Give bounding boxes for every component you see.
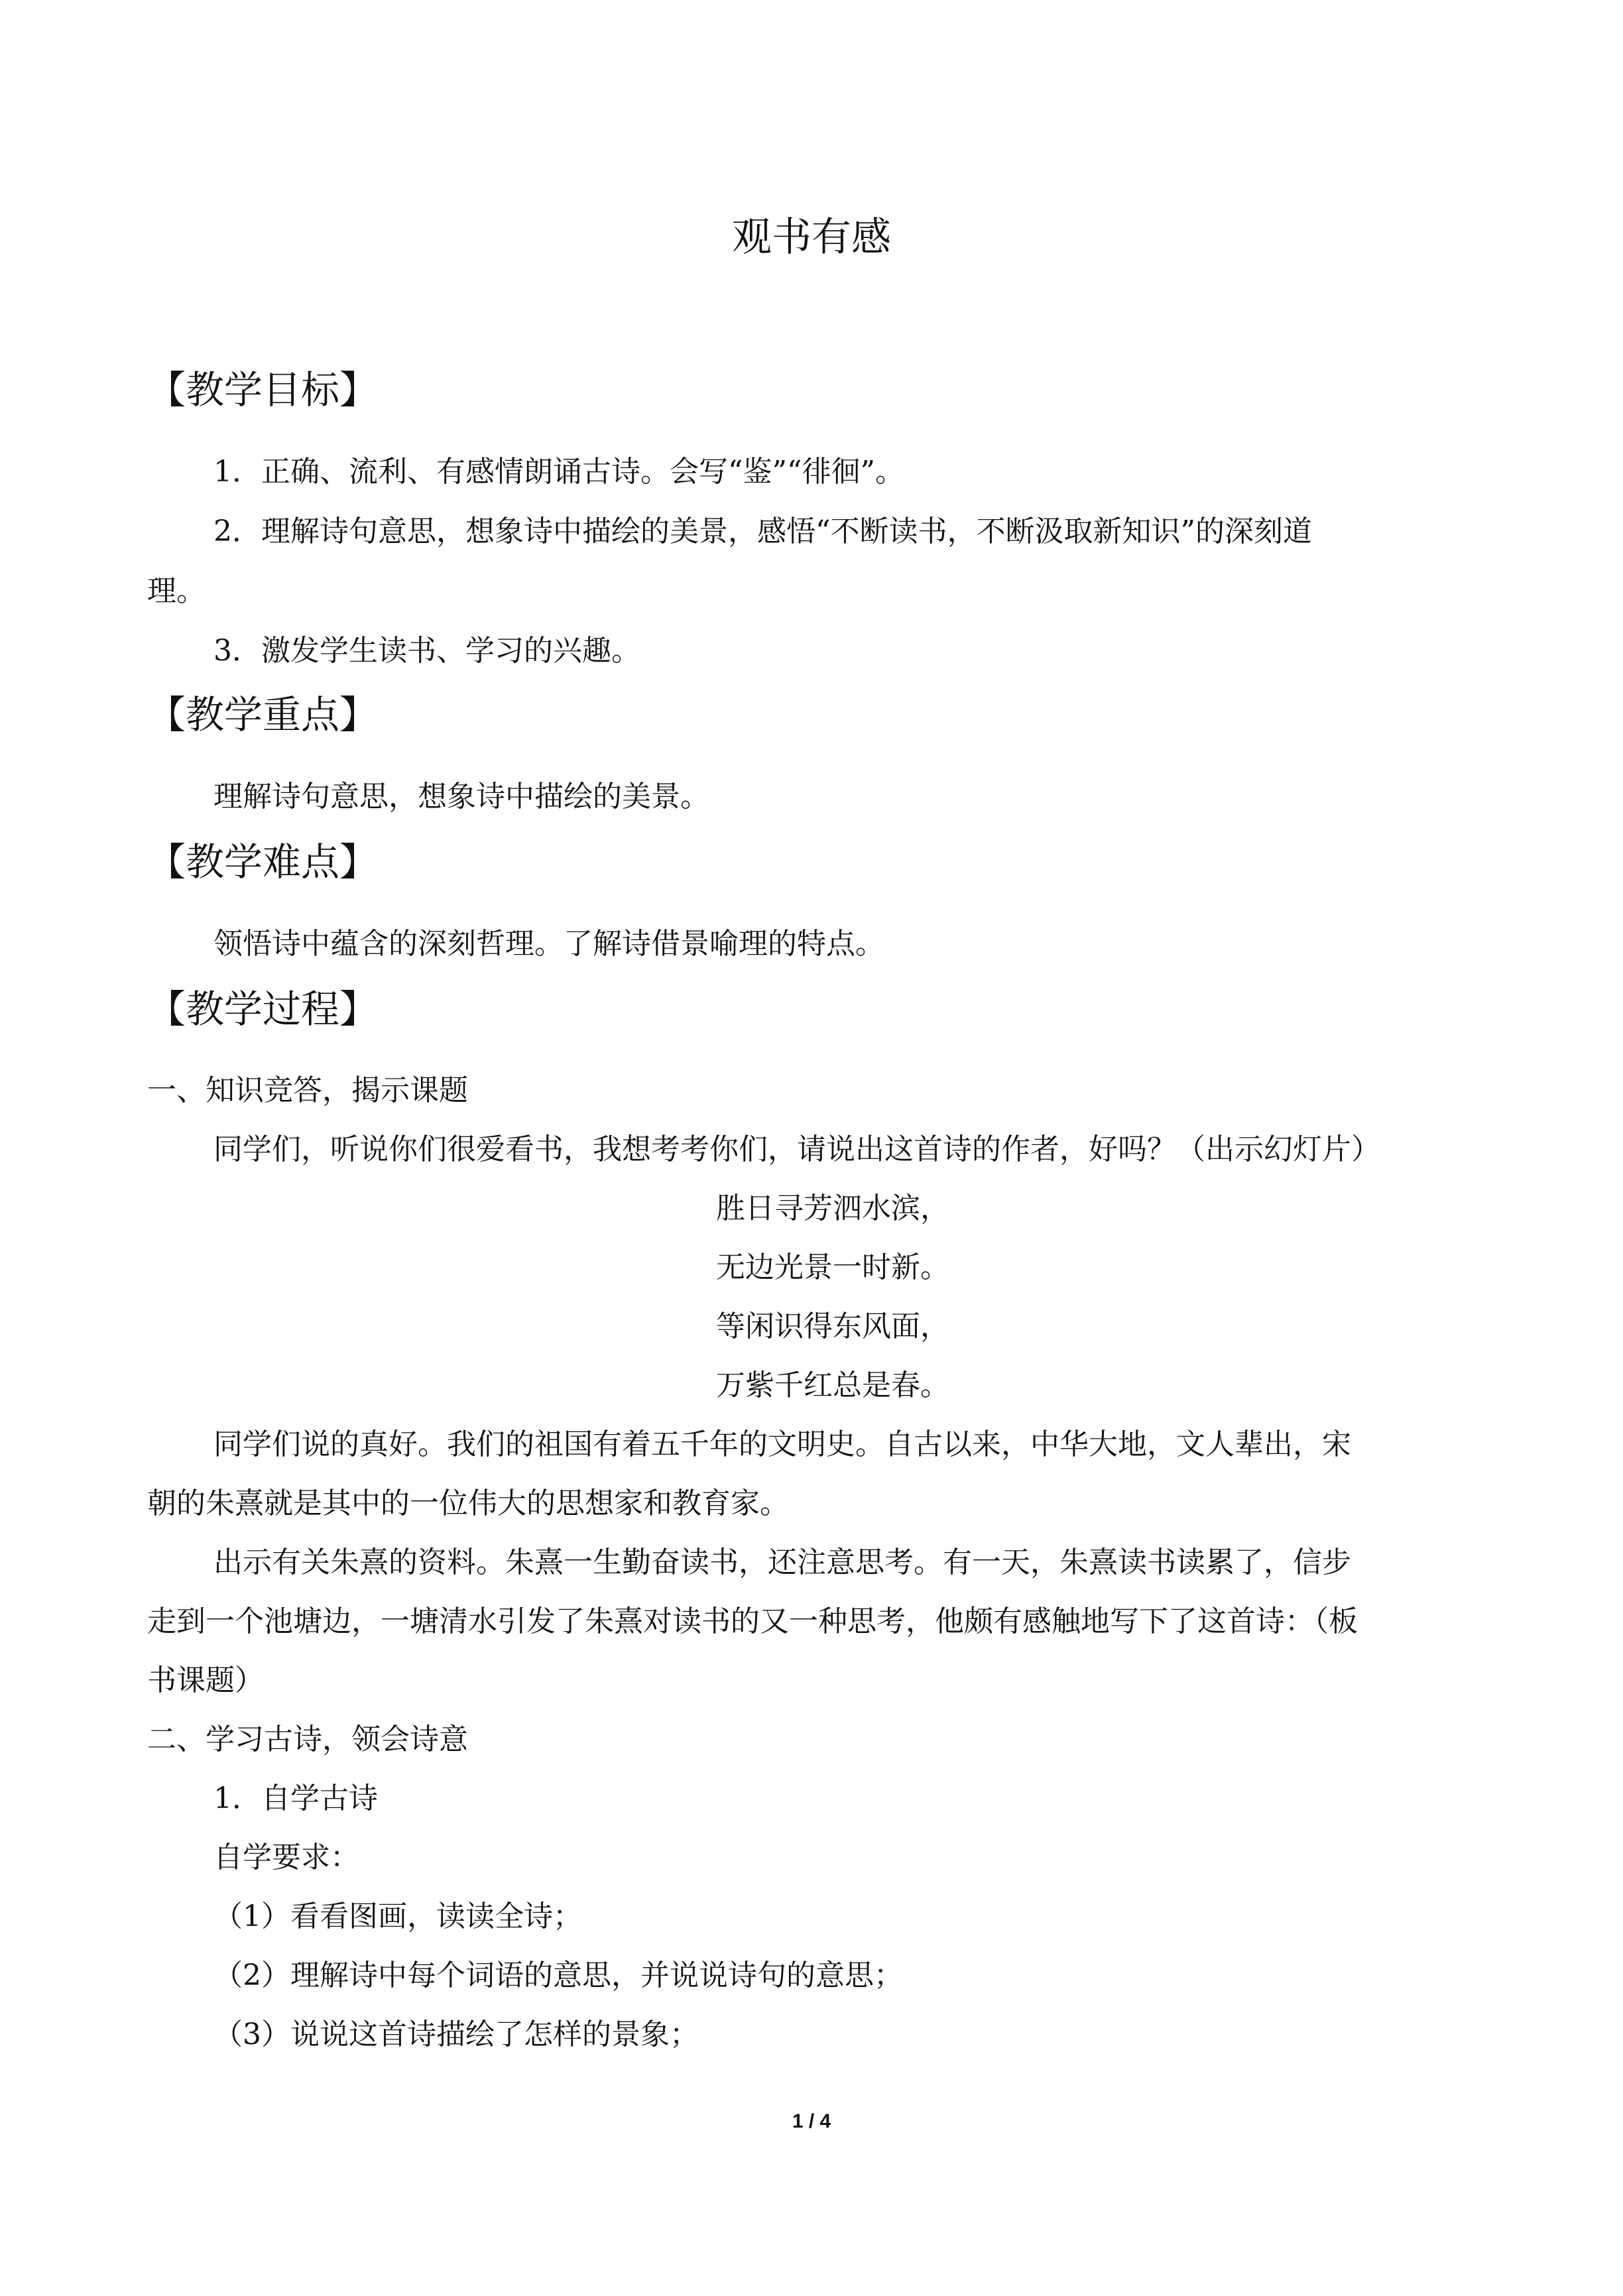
- process-paragraph-3-end: 书课题）: [147, 1663, 264, 1697]
- goal-item-3: 3．激发学生读书、学习的兴趣。: [213, 634, 640, 668]
- page-number: 1 / 4: [792, 2110, 831, 2132]
- poem-line-4: 万紫千红总是春。: [716, 1368, 949, 1402]
- goal-item-1: 1．正确、流利、有感情朗诵古诗。会写“鉴”“徘徊”。: [213, 455, 904, 489]
- poem-line-3: 等闲识得东风面，: [716, 1309, 949, 1343]
- part-1-title: 一、知识竞答，揭示课题: [147, 1073, 468, 1107]
- requirement-3: （3）说说这首诗描绘了怎样的景象；: [213, 2018, 699, 2051]
- heading-teaching-process: 【教学过程】: [147, 987, 379, 1032]
- poem-line-2: 无边光景一时新。: [716, 1250, 949, 1284]
- process-paragraph-2-cont: 朝的朱熹就是其中的一位伟大的思想家和教育家。: [147, 1486, 789, 1520]
- goal-item-2: 2．理解诗句意思，想象诗中描绘的美景，感悟“不断读书，不断汲取新知识”的深刻道: [213, 514, 1312, 548]
- requirement-1: （1）看看图画，读读全诗；: [213, 1900, 582, 1933]
- sub-step-1: 1．自学古诗: [213, 1782, 378, 1815]
- process-paragraph-2: 同学们说的真好。我们的祖国有着五千年的文明史。自古以来，中华大地，文人辈出，宋: [213, 1427, 1351, 1461]
- poem-line-1: 胜日寻芳泗水滨，: [716, 1191, 949, 1225]
- difficulty-text: 领悟诗中蕴含的深刻哲理。了解诗借景喻理的特点。: [213, 927, 884, 961]
- self-study-requirements: 自学要求：: [213, 1841, 359, 1874]
- heading-teaching-key: 【教学重点】: [147, 692, 379, 737]
- goal-item-2-cont: 理。: [147, 574, 206, 608]
- process-paragraph-1: 同学们，听说你们很爱看书，我想考考你们，请说出这首诗的作者，好吗？（出示幻灯片）: [213, 1132, 1380, 1166]
- heading-teaching-goals: 【教学目标】: [147, 367, 379, 412]
- part-2-title: 二、学习古诗，领会诗意: [147, 1722, 468, 1756]
- requirement-2: （2）理解诗中每个词语的意思，并说说诗句的意思；: [213, 1959, 903, 1992]
- process-paragraph-3: 出示有关朱熹的资料。朱熹一生勤奋读书，还注意思考。有一天，朱熹读书读累了，信步: [213, 1545, 1351, 1579]
- document-title: 观书有感: [732, 214, 891, 261]
- key-text: 理解诗句意思，想象诗中描绘的美景。: [213, 780, 709, 814]
- process-paragraph-3-cont: 走到一个池塘边，一塘清水引发了朱熹对读书的又一种思考，他颇有感触地写下了这首诗：（板: [147, 1604, 1358, 1638]
- heading-teaching-difficulty: 【教学难点】: [147, 839, 379, 884]
